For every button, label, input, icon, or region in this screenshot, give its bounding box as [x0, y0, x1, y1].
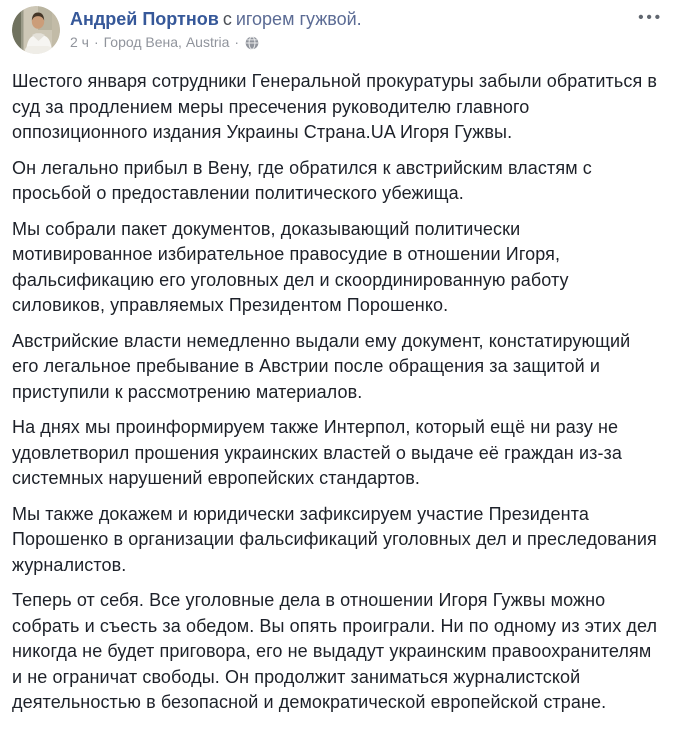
post-text: [12, 69, 667, 716]
post-meta: [70, 34, 362, 51]
header-text: [70, 6, 362, 51]
author-link[interactable]: Андрей Портнов: [70, 9, 219, 29]
profile-photo-icon: [12, 6, 60, 54]
post-paragraph: Австрийские власти немедленно выдали ему документ, констатирующий его легальное пребывание в Австрии после обращения за защитой и приступили к рассмотрению материалов.: [12, 330, 631, 402]
post-paragraph: Шестого января сотрудники Генеральной прокуратуры забыли обратиться в суд за продлением меры пресечения руководителю главного оппозиционного издания Украины Страна.UA Игоря Гужвы.: [12, 71, 658, 142]
meta-separator: ·: [93, 34, 99, 50]
post-header: [12, 6, 667, 54]
post-paragraph: Теперь от себя. Все уголовные дела в отношении Игоря Гужвы можно собрать и съесть за обедом. Вы опять проиграли. Ни по одному из этих дел никогда не будет приговора, его не выдадут украинским правоохранителям и не ограничат свободы. Он продолжит заниматься журналистской деятельностью в безопасной и демократической европейской стране.: [12, 590, 658, 712]
meta-separator: ·: [234, 34, 240, 50]
name-line: [70, 7, 362, 31]
avatar[interactable]: [12, 6, 60, 54]
post-paragraph: На днях мы проинформируем также Интерпол, который ещё ни разу не удовлетворил прошения украинских властей о выдаче её граждан из-за системных нарушений европейских стандартов.: [12, 417, 623, 488]
post-paragraph: Он легально прибыл в Вену, где обратился к австрийским властям с просьбой о предоставлении политического убежища.: [12, 157, 592, 203]
more-options-icon: •••: [638, 9, 663, 26]
timestamp-link[interactable]: 2 ч: [70, 34, 89, 50]
globe-public-icon: [245, 36, 259, 50]
with-connector: с: [222, 9, 232, 29]
tagged-person-link[interactable]: игорем гужвой.: [235, 9, 362, 29]
location-link[interactable]: Город Вена, Austria: [103, 34, 230, 50]
post-paragraph: Мы также докажем и юридически зафиксируем участие Президента Порошенко в организации фальсификаций уголовных дел и преследования журналистов.: [12, 503, 657, 575]
more-options-button[interactable]: [634, 8, 667, 27]
post-paragraph: Мы собрали пакет документов, доказывающий политически мотивированное избирательное правосудие в отношении Игоря, фальсификацию его уголовных дел и скоординированную работу силовиков, управляемых Президентом Порошенко.: [12, 218, 569, 315]
